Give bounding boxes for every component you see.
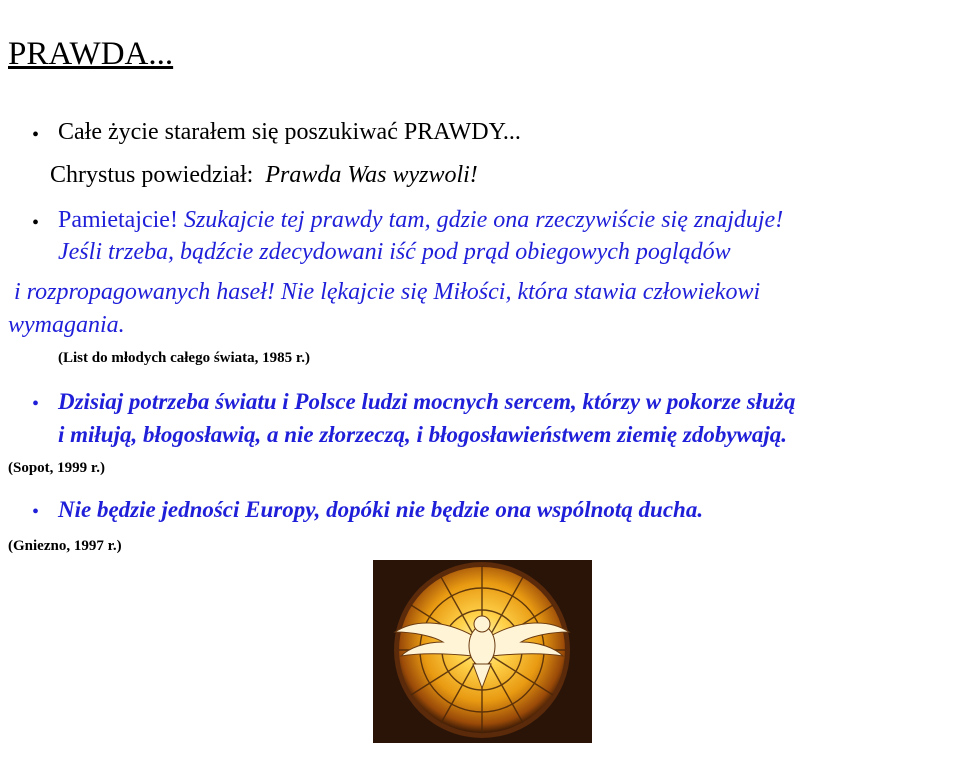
item-1-line-2 xyxy=(50,162,478,189)
item-2-source: (List do młodych całego świata, 1985 r.) xyxy=(58,350,310,366)
item-3-line-2: i miłują, błogosławią, a nie złorzeczą, i błogosławieństwem ziemię zdobywają. xyxy=(58,422,788,447)
item-2-line-1 xyxy=(58,207,783,234)
item-2-line-2: Jeśli trzeba, bądźcie zdecydowani iść pod prąd obiegowych poglądów xyxy=(58,239,731,265)
item-1-lead: Chrystus powiedział: xyxy=(50,162,254,188)
bullet-1: • xyxy=(32,124,40,146)
page-title: PRAWDA... xyxy=(8,36,174,72)
stained-glass-dove-image xyxy=(373,560,592,743)
item-2-line-4: wymagania. xyxy=(8,312,125,338)
item-4-source: (Gniezno, 1997 r.) xyxy=(8,538,122,554)
item-2-lead: Pamietajcie! xyxy=(58,207,178,233)
bullet-4: • xyxy=(32,501,40,523)
bullet-2: • xyxy=(32,212,40,234)
bullet-3: • xyxy=(32,393,40,415)
item-1-line-1: Całe życie starałem się poszukiwać PRAWDY... xyxy=(58,119,521,145)
item-1-quote: Prawda Was wyzwoli! xyxy=(265,162,478,188)
item-2-line-3: i rozpropagowanych haseł! Nie lękajcie się Miłości, która stawia człowiekowi xyxy=(14,279,761,305)
item-3-source: (Sopot, 1999 r.) xyxy=(8,460,105,476)
item-2-line-1-rest: Szukajcie tej prawdy tam, gdzie ona rzeczywiście się znajduje! xyxy=(183,207,784,233)
item-4-line-1: Nie będzie jedności Europy, dopóki nie będzie ona wspólnotą ducha. xyxy=(58,497,704,522)
item-3-line-1: Dzisiaj potrzeba światu i Polsce ludzi mocnych sercem, którzy w pokorze służą xyxy=(58,389,796,414)
